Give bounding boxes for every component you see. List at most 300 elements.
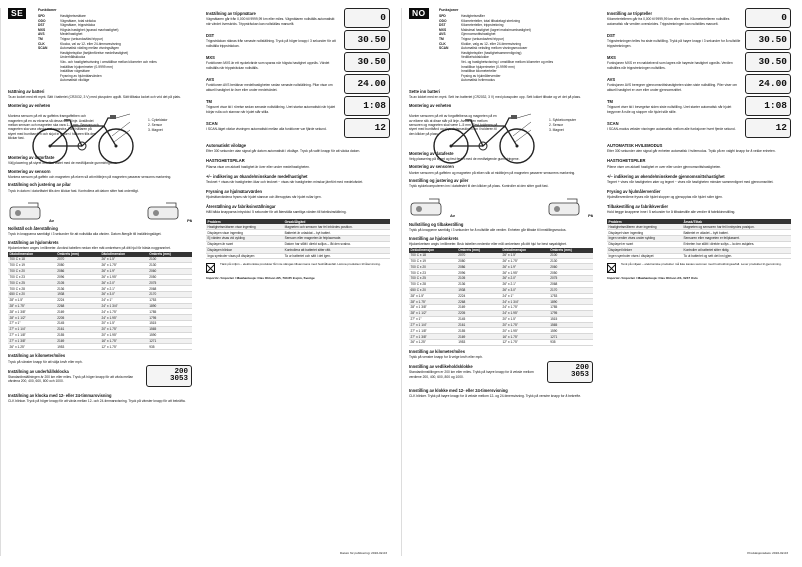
table-cell: 2205 [457,310,501,316]
lcd-display [146,365,192,387]
computer-holder-icon [146,199,184,223]
table-cell: Hastighetsmätaren visar ingenting [206,224,283,229]
table-cell: 2145 [56,321,100,327]
table-cell: 1515 [148,321,192,327]
table-cell: 700 C x 19 [409,258,457,264]
table-cell: 24" x 1" [100,297,148,303]
function-code: ODO [38,18,46,23]
table-cell: 20" x 1.5" [100,321,148,327]
table-cell: 700 C x 23 [409,270,457,276]
table-cell: 2060 [549,264,593,270]
function-code [38,78,60,83]
table-header: Problem [206,219,283,224]
table-cell: 1938 [457,287,501,293]
table-cell: 24" x 1" [501,293,549,299]
sensor-heading: Montering av sensorn [8,168,51,174]
table-cell: 700 C x 18 [409,253,457,258]
section-heading: AVS [206,77,215,83]
column-2 [607,8,791,282]
table-cell: 1565 [549,322,593,328]
function-desc: Gjennomsnittshastighet [461,32,496,37]
switch-label: På [187,217,192,223]
function-section [206,140,390,155]
function-section [607,8,791,30]
table-cell: 1890 [549,299,593,305]
maintenance-text: Standardinställningen är 200 km eller miles. Tryck på höger knapp för att växla mellan värdena 200, 400, 600, 800 och 1000. [8,374,134,384]
switch-figure [409,195,455,219]
table-cell: 26" x 1.5" [100,257,148,262]
table-cell: 27" x 1" [8,321,56,327]
clock-text: CLK blinker. Trykk på høyre knapp for å veksle mellom 12- og 24-timersvisning. Trykk på venstre knapp for å bekrefte. [409,394,582,399]
table-header: Omkrets (mm) [148,252,192,257]
function-section [206,30,390,52]
table-cell: 2268 [457,299,501,305]
importer-text: Importør / Importør / Maahantuoja: Clas Ohlson AS, 0247 Oslo [607,276,698,281]
table-cell: 24" x 1 3/4" [100,303,148,309]
section-text: Funksjonen MXS er en nøkkelverdi som lagres når høyeste hastighet oppnås. Verdien nullstilles når trippstrekningen nullstilles. [607,61,733,70]
table-cell: 12" x 1.75" [100,344,148,350]
table-row [8,344,192,350]
function-desc: Maksimal hastighet (lagret maksimumhastighet) [461,27,531,32]
function-code: SPD [439,14,446,18]
table-cell: 2136 [56,286,100,292]
table-header: Däckdimension [8,252,56,257]
bike-legend-item: 3. Magnet [549,127,564,132]
function-desc: Högsta hastighet (sparad maxhastighet) [60,27,119,32]
troubleshooting-table [206,219,390,259]
table-cell: Inga symboler visas på displayen [206,253,283,259]
function-desc: Kilometerteller, total tilbakelagt strekning [461,18,521,23]
function-code: SPD [38,14,45,18]
functions-section [409,8,593,86]
clock-heading: Innstilling av klokke med 12- eller 24-timersvisning [409,388,508,394]
table-cell: Displayet viser ingenting [607,230,682,236]
column-1 [8,8,192,405]
functions-list [38,14,188,83]
function-section [607,118,791,140]
bike-legend [148,118,167,132]
holder-heading: Montering av datafeste [409,150,454,156]
table-cell: 20" x 1.95" [501,328,549,334]
section-heading: Innstilling av trippteller [607,11,653,17]
table-cell: 650 C x 20 [409,287,457,293]
function-desc: Hastighetsmätare [60,14,86,18]
table-cell: 2068 [549,281,593,287]
table-cell: 2060 [148,268,192,274]
bike-legend-item: 1. Sykkelcomputer [549,118,577,123]
units-heading: Innstilling av kilometer/miles [409,349,465,355]
table-cell: 2086 [56,268,100,274]
table-header: Problem [607,219,682,224]
table-cell: 2130 [549,258,593,264]
function-section [607,96,791,118]
function-desc: Vägmätare, trippsträcka [60,23,95,28]
table-cell: 2170 [549,287,593,293]
table-cell: 26" x 1.75" [100,262,148,268]
lcd-value: 3053 [169,375,188,384]
function-section [206,201,390,216]
function-desc: Vedlikeholdsklokke [461,55,489,60]
function-section [607,140,791,155]
table-cell: Ta ur batteriet och sätt i det igen. [283,253,390,259]
maintenance-text: Standardinnstillingen er 200 km eller miles. Trykk på høyre knapp for å veksle mellom verdiene 200, 400, 600, 800 og 1000. [409,370,534,379]
functions-section [8,8,192,86]
function-section [206,96,390,118]
table-cell: 16" x 1.75" [501,334,549,340]
lcd-value: 30.50 [745,30,791,50]
table-cell: 2096 [56,274,100,280]
table-cell: Displayen visar ingenting [206,230,283,236]
function-section [607,74,791,96]
table-cell: 700 C x 20 [409,264,457,270]
function-code: CLK [38,41,45,46]
table-cell: 24" x 1 3/4" [501,299,549,305]
table-cell: 2075 [148,280,192,286]
table-cell: 28" x 1.75" [8,303,56,309]
mount-heading: Montering av enheten [8,102,51,108]
section-text: Etter 300 sekunder uten signal går enheten automatisk i hvilemodus. Trykk på en valgfri knapp for å vekke enheten. [607,149,776,154]
table-cell: 2224 [457,293,501,299]
lcd-display [344,118,390,138]
units-text: Trykk på venstre knapp for å velge km/h eller mph. [409,355,483,360]
bike-illustration [409,110,593,168]
table-cell: 1753 [549,293,593,299]
function-row [38,78,188,83]
computer-holder-icon [547,195,585,219]
function-desc: Kilometerteller, trippstrekning [461,23,504,28]
function-code: DST [439,23,446,28]
lcd-screen [547,361,593,383]
table-cell: 26" x 2.1" [501,281,549,287]
function-row [439,78,589,83]
weee-bin-icon [607,263,616,273]
lcd-display [745,96,791,116]
table-cell: 26" x 1.9" [501,264,549,270]
table-cell: Hastighetsmåleren viser ingenting [607,224,682,229]
wheel-heading: Inställning av hjulomkrets [8,239,59,245]
table-cell: 700 C x 20 [8,268,56,274]
maintenance-section [8,365,192,389]
importer-text: Importör / Importør / Maahantuoja: Clas Ohlson AB, 793 85 Insjön, Sverige [206,276,315,281]
recycling-notice [607,263,791,273]
table-cell: Magneten och sensorn har fel inbördes position. [283,224,390,229]
table-cell: Datorn har stått i direkt solljus – låt den svalna. [283,241,390,247]
mount-text: Montera sensorn på ett av gaffelns framgaffelben och magneten på en av ekrarna så dessa står i linje. Avståndet mellan sensorn och magneten ska vara 1–5 mm. Sensorn och magneten ska vara vända mot varandra. Fäst hållaren på styret med buntbanden och skjut in datorn i hållaren tills den klickar fast. [8,114,99,141]
battery-text: Ta av locket med ett mynt. Sätt i batteriet (CR2032, 3 V) med pluspolen uppåt. Sätt tillbaka locket och vrid det på plats. [8,95,181,100]
lcd-display [344,96,390,116]
lcd-display [745,118,791,138]
section-heading: Frysning av hjulmätarvärden [206,188,262,194]
section-heading: DST [206,33,215,39]
section-heading: +/− indikering av ökande/minskande medelhastighet [206,173,308,179]
table-cell: 2075 [549,276,593,282]
lcd-value: 24.00 [745,74,791,94]
arrows-heading: Inställning och justering av pilar [8,182,71,188]
table-cell: Kontroller at batteriet sitter riktig. [682,247,791,253]
section-text: Funktionen MXS är ett nyckelvärde som sparas när högsta hastighet uppnås. Värdet nollställs när trippsträckan nollställs. [206,61,330,70]
function-code: DST [38,23,45,28]
switch-label: Av [450,213,455,219]
section-heading: Inställning av trippmätare [206,11,256,17]
table-cell: 28" x 1.75" [409,299,457,305]
function-code: AVS [38,32,45,37]
table-cell: Magneten og sensoren har feil innbyrdes posisjon. [682,224,791,229]
weee-bin-icon [206,263,215,273]
table-cell: 700 C x 23 [8,274,56,280]
table-cell: 26" x 3.0" [100,292,148,298]
function-desc: Automatisk veksling mellom visningsmoduser [461,46,528,51]
holder-heading: Montering av datorfäste [8,155,55,161]
units-text: Tryck på vänster knapp för att välja km/h eller mph. [8,359,83,364]
table-cell: 26" x 1.9" [100,268,148,274]
table-cell: 700 C x 25 [409,276,457,282]
lcd-display [745,30,791,50]
lcd-display [547,361,593,383]
table-cell: 2268 [56,303,100,309]
table-cell: 1565 [148,326,192,332]
arrows-heading: Innstilling og justering av piler [409,178,469,184]
function-desc: Väx- och hastighetsvisning i omställbar mellan kilometer och miles [60,59,157,64]
lcd-value: 30.50 [344,30,390,50]
bike-legend [549,118,576,132]
table-cell: 2050 [148,274,192,280]
function-code [439,78,461,83]
table-cell: 27" x 1 3/8" [8,338,56,344]
section-heading: MXS [206,55,215,61]
table-cell: Ingen symboler vises i displayet [607,253,682,259]
table-cell: 1271 [148,338,192,344]
table-cell: 2161 [457,322,501,328]
wheel-text: Hjulomkretsen angis i millimeter. Bruk tabellen nedenfor eller mål omkretsen på ditt hjul for best nøyaktighet. [409,241,567,246]
section-text: I SCAN-modus veksler visningen automatisk mellom alle funksjoner hvert fjerde sekund. [607,127,736,132]
wheel-text: Hjulomkretsen anges i millimeter. Använd tabellen nedan eller mät omkretsen på ditt hjul för bästa noggrannhet. [8,246,171,251]
table-cell: 1753 [148,297,192,303]
switch-figure [146,199,192,223]
function-section [206,186,390,201]
function-desc: Innstillbar kilometerteller [461,69,497,74]
column-2 [206,8,390,282]
units-heading: Inställning av kilometer/miles [8,353,66,359]
clock-text: CLK blinkar. Tryck på höger knapp för att växla mellan 12- och 24-timmarsvisning. Tryck på vänster knapp för att bekräfta. [8,398,186,403]
lcd-value: 0 [344,8,390,28]
section-text: Funksjonen AVS beregner gjennomsnittshastigheten siden siste nullstilling. Piler viser om aktuell hastighet er over eller under gjennomsnittet. [607,83,738,92]
function-section [607,201,791,216]
reset-heading: Nollställ och återställning [8,226,58,232]
function-desc: Hastighetspilar (fartjämförelse medelhastighet) [60,50,129,55]
section-heading: MXS [607,55,616,61]
lcd-display [344,74,390,94]
table-cell: 26" x 2.0" [501,276,549,282]
table-cell: 2136 [457,281,501,287]
section-heading: AVS [607,77,616,83]
table-header: Omkrets (mm) [56,252,100,257]
table-cell: 26" x 3.0" [501,287,549,293]
troubleshooting-table [607,219,791,259]
table-cell: Displayen blinkar [206,247,283,253]
function-desc: Trippur (sekundavlest trippur) [461,36,504,41]
switch-label: Av [49,217,54,223]
lcd-display [745,74,791,94]
wheel-heading: Innstilling av hjulomkrets [409,235,459,241]
switch-illustrations [8,195,192,223]
section-text: Trippsträckan räknas från senaste nollställning. Tryck på höger knapp i 3 sekunder för att nollställa trippsträckan. [206,39,336,48]
lcd-screen [146,365,192,387]
table-cell: 26" x 1.95" [501,270,549,276]
table-cell: 700 C x 19 [8,262,56,268]
table-cell: 1795 [549,310,593,316]
table-cell: 1515 [549,316,593,322]
function-desc: Klokke, valg av 12- eller 24-timersvisning [461,41,521,46]
table-cell: 2070 [457,253,501,258]
lcd-value: 12 [344,118,390,138]
switch-figure [8,199,54,223]
section-heading: SCAN [607,121,619,127]
table-cell: 20" x 1.75" [501,322,549,328]
table-cell: 24" x 1.75" [501,305,549,311]
lcd-display [344,8,390,28]
function-code: SCAN [38,46,48,51]
table-row [607,253,791,259]
function-desc: Automatisk växling mellan visningslägen [60,46,120,51]
table-cell: 26" x 1.25" [409,340,457,346]
lcd-value: 30.50 [344,52,390,72]
section-heading: DST [607,33,616,39]
bike-legend-item: 2. Sensor [148,122,163,127]
table-cell: Ta ut batteriet og sett det inn igjen. [682,253,791,259]
recycling-notice [206,263,390,273]
table-cell: 700 C x 28 [8,286,56,292]
section-heading: HASTIGHETSPILER [607,158,646,164]
function-desc: Vägmätare, total sträcka [60,18,96,23]
table-cell: 27" x 1 1/8" [8,332,56,338]
function-section [607,30,791,52]
function-desc: Frysning av hjulmätarvärden [60,73,102,78]
table-cell: 26" x 1.5" [501,253,549,258]
table-cell: 1590 [148,332,192,338]
lcd-value: 30.50 [745,52,791,72]
section-text: Tecknet + visas när hastigheten ökar och tecknet − visas när hastigheten minskar jämfört med medelvärdet. [206,179,364,184]
function-section [607,52,791,74]
section-text: Hjulmätarvärdena fryses när hjulet stannar och återupptas när hjulet rullar igen. [206,195,322,200]
sensor-text: Montera sensorn på gaffeln och magneten på ekern så att mittlinjen på magneten passerar sensorns markering. [8,174,172,179]
table-header: Årsak/Tiltak [682,219,791,224]
column-1 [409,8,593,400]
sensor-text: Monter sensoren på gaffelen og magneten på eiken slik at midtlinjen på magneten passerer sensorens markering. [409,170,576,175]
table-cell: 27" x 1 1/4" [8,326,56,332]
table-cell: Batteriet är urladdat – byt batteri. [283,230,390,236]
function-section [206,155,390,170]
arrows-text: Trykk sykkelcomputeren inn i datafestet til den klikker på plass. Kontroller at den sitter godt fast. [409,184,549,189]
function-desc: Hastighetspiler (hastighetsammenligning) [461,50,522,55]
table-cell: 2155 [56,332,100,338]
table-cell: 28" x 1 3/8" [409,305,457,311]
lcd-display [745,52,791,72]
table-cell: 1953 [56,344,100,350]
table-cell: 28" x 1.5" [8,297,56,303]
table-cell: 2086 [457,264,501,270]
table-header: Orsak/Åtgärd [283,219,390,224]
table-header: Omkrets (mm) [549,248,593,253]
function-desc: Trippur (sekundavläst trippur) [60,36,103,41]
table-cell: 2169 [56,338,100,344]
table-cell: 2169 [457,305,501,311]
function-code: TM [439,36,444,41]
battery-text: Ta av lokket med en mynt. Sett inn batteriet (CR2032, 3 V) med plusspolen opp. Sett lokket tilbake og vri det på plass. [409,95,581,100]
table-header: Omkrets (mm) [457,248,501,253]
function-section [607,170,791,185]
table-cell: 1890 [148,303,192,309]
bike-legend-item: 2. Sensor [549,122,564,127]
function-section [206,8,390,30]
reset-text: Trykk på knappene samtidig i 3 sekunder for å nullstille alle verdier. Enheten går tilbake til innstillingsmodus. [409,228,567,233]
mount-text: Monter sensoren på ett av forgaffelbena og magneten på en av eikene slik at disse står på linje. Avstanden mellom sensoren og magneten skal være 1–5 mm. Fest holderen på styret med buntbånd og skyv datamaskinen inn i holderen til den klikker på plass. [409,114,498,136]
table-cell: Kontrollera att batteriet sitter rätt. [283,247,390,253]
function-desc: Innstillbar hjulperimeter (0-9999 mm) [461,64,515,69]
table-cell: 1795 [148,315,192,321]
mount-heading: Montering av enheten [409,102,452,108]
function-section [607,186,791,201]
section-text: Kilometertelleren går fra 0,000 til 9999,99 km eller miles. Kilometertelleren nullstilles automatisk når verdien overskrides. Trippstrekningen kan nullstilles manuelt. [607,17,730,26]
section-text: Tegnet + vises når hastigheten øker og tegnet − vises når hastigheten minsker sammenlignet med gjennomsnittet. [607,179,774,184]
table-cell: Enheten har stått i direkte sollys – la den avkjøles. [682,241,791,247]
table-cell: 20" x 1.95" [100,332,148,338]
table-cell: 700 C x 25 [8,280,56,286]
section-heading: TM [607,99,613,105]
table-cell: Batteriet er utladet – bytt batteri. [682,230,791,236]
section-heading: Frysing av hjulmålerverdier [607,188,661,194]
table-cell: 12" x 1.75" [501,340,549,346]
function-code: MXS [439,27,447,32]
table-cell: 24" x 1.95" [100,315,148,321]
table-cell: 26" x 2.1" [100,286,148,292]
table-cell: 28" x 1 1/2" [409,310,457,316]
functions-title: Funksjoner [439,8,459,12]
function-section [206,52,390,74]
section-text: Trippstrekningen telles fra siste nullstilling. Trykk på høyre knapp i 3 sekunder for å nullstille trippstrekningen. [607,39,741,48]
section-text: Funktionen AVS beräknar medelhastigheten sedan senaste nollställning. Pilar visar om aktuell hastighet är över eller under medelvärdet. [206,83,333,92]
table-cell: 27" x 1 3/8" [409,334,457,340]
table-cell: 2169 [457,334,501,340]
function-desc: Underhållsklocka [60,55,86,60]
arrows-text: Tryck in datorn i datorfästet tills den klickar fast. Kontrollera att datorn sitter fast ordentligt. [8,188,139,193]
table-cell: 16" x 1.75" [100,338,148,344]
bicycle-icon [427,112,542,166]
table-cell: 935 [148,344,192,350]
section-heading: Automatiskt viloläge [206,143,247,149]
function-desc: Klocka, val av 12- eller 24-timmarsvisning [60,41,121,46]
lcd-value: 1:08 [344,96,390,116]
function-desc: Automatiskt viloläge [60,78,90,83]
holder-text: Välj placering på styret och fäst fästet med de medföljande gummiringarna. [8,161,118,166]
section-text: Efter 300 sekunder utan signal går datorn automatiskt i viloläge. Tryck på valfri knapp för att väcka datorn. [206,149,361,154]
switch-figure [547,195,593,219]
table-cell: 27" x 1 1/8" [409,328,457,334]
section-text: I SCAN-läget växlar visningen automatiskt mellan alla funktioner var fjärde sekund. [206,127,327,132]
table-cell: 26" x 1.75" [501,258,549,264]
table-cell: 20" x 1.75" [100,326,148,332]
table-cell: 2070 [56,257,100,262]
table-cell: 2161 [56,326,100,332]
table-cell: 2096 [457,270,501,276]
lcd-value: 1:08 [745,96,791,116]
table-cell: 2224 [56,297,100,303]
section-text: Trippuret viser tid i bevegelse siden siste nullstilling. Uret starter automatisk når hjulet begynner å rulle og stopper når hjulet står stille. [607,105,732,114]
table-cell: Ingen verdier vises under sykling [607,236,682,242]
table-cell: 2080 [457,258,501,264]
section-text: Håll båda knapparna intryckta i 5 sekunder för att återställa samtliga värden till fabriksinställning. [206,210,347,215]
table-cell: Sensoren eller magneten er feilplassert. [682,236,791,242]
section-heading: Tilbakestilling av fabrikkverdier [607,204,669,210]
